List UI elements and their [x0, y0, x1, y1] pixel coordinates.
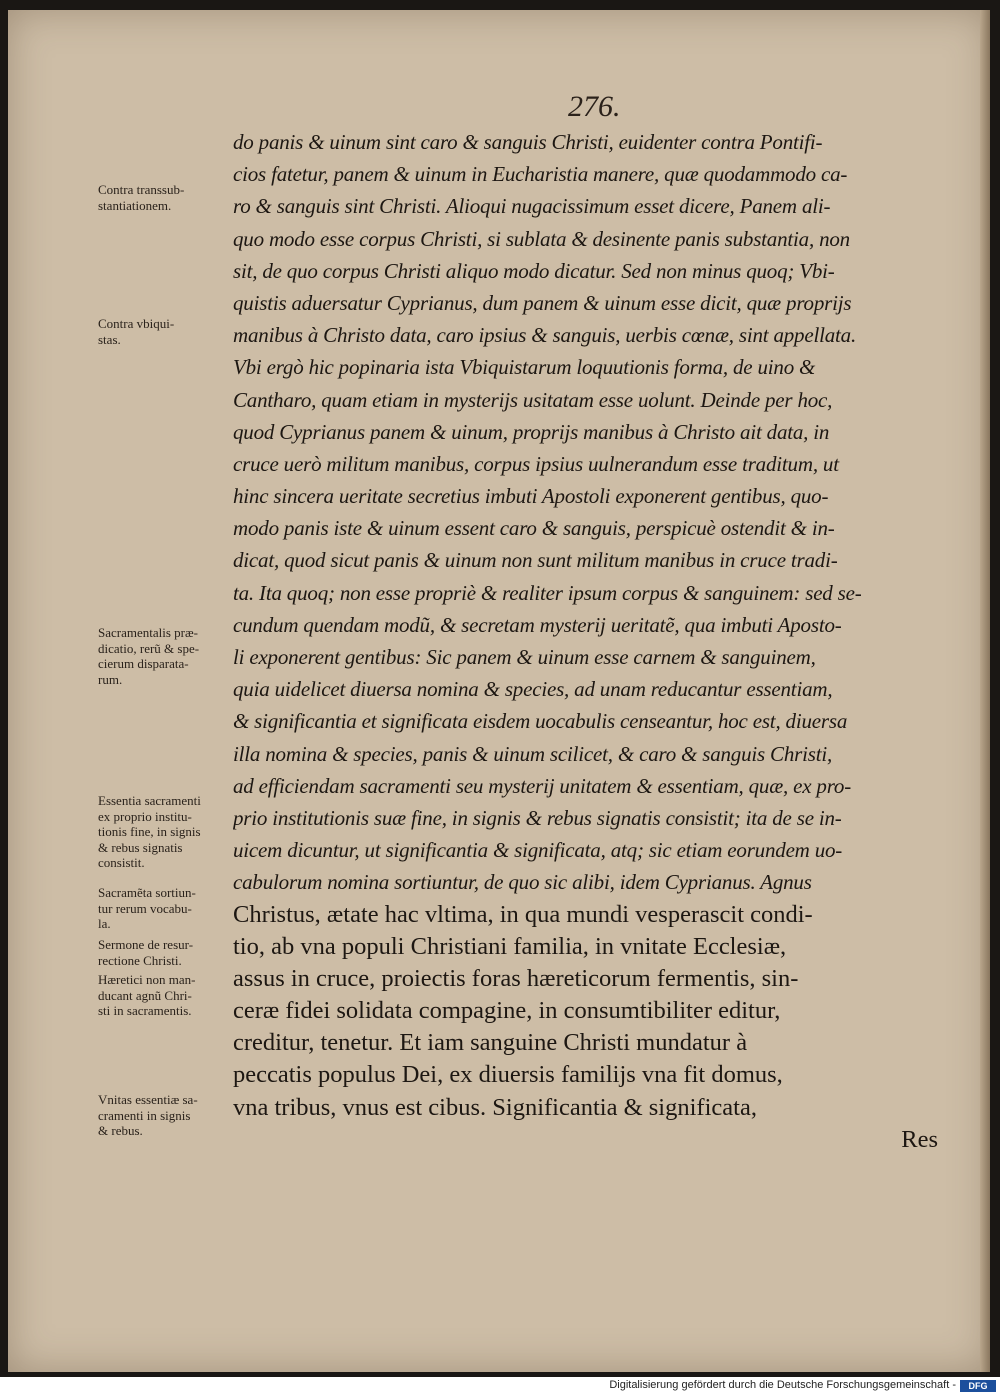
- text-line: sit, de quo corpus Christi aliquo modo dicatur. Sed non minus quoq; Vbi-: [233, 258, 835, 283]
- text-line: ad efficiendam sacramenti seu mysterij unitatem & essentiam, quæ, ex pro-: [233, 773, 852, 798]
- text-line: & significantia et significata eisdem uocabulis censeantur, hoc est, diuersa: [233, 709, 848, 734]
- text-line: cios fatetur, panem & uinum in Eucharistia manere, quæ quodammodo ca-: [233, 162, 848, 187]
- margin-note-line: & rebus signatis: [98, 839, 183, 855]
- margin-note-line: Sacramentalis præ-: [98, 625, 198, 640]
- text-line: hinc sincera ueritate secretius imbuti Apostoli exponerent gentibus, quo-: [233, 484, 829, 509]
- text-line: ta. Ita quoq; non esse propriè & realiter ipsum corpus & sanguinem: sed se-: [233, 580, 862, 605]
- text-line: modo panis iste & uinum essent caro & sanguis, perspicuè ostendit & in-: [233, 516, 835, 541]
- margin-note-line: Contra vbiqui-: [98, 316, 175, 331]
- main-text-block: [233, 126, 938, 1156]
- margin-note-line: consistit.: [98, 855, 145, 870]
- margin-note-line: Sacramẽta sortiun-: [98, 885, 196, 900]
- margin-note-line: Hæretici non man-: [98, 972, 196, 987]
- margin-note-line: ducant agnũ Chri-: [98, 987, 192, 1003]
- text-line: quia uidelicet diuersa nomina & species, ad unam reducantur essentiam,: [233, 677, 833, 702]
- dfg-logo: DFG: [960, 1380, 996, 1392]
- margin-note-line: Contra transsub-: [98, 182, 185, 197]
- margin-note-line: la.: [98, 916, 111, 931]
- margin-note-line: stantiationem.: [98, 197, 172, 213]
- text-line: illa nomina & species, panis & uinum scilicet, & caro & sanguis Christi,: [233, 741, 833, 766]
- text-line: ceræ fidei solidata compagine, in consumtibiliter editur,: [233, 997, 781, 1025]
- margin-note-line: & rebus.: [98, 1123, 143, 1138]
- margin-note-line: cramenti in signis: [98, 1107, 191, 1123]
- margin-note-line: tur rerum vocabu-: [98, 900, 192, 916]
- text-line: quod Cyprianus panem & uinum, proprijs manibus à Christo ait data, in: [233, 419, 830, 444]
- margin-note: [98, 885, 250, 932]
- text-line: uicem dicuntur, ut significantia & significata, atq; sic etiam eorundem uo-: [233, 838, 843, 863]
- text-line: quistis aduersatur Cyprianus, dum panem & uinum esse dicit, quæ proprijs: [233, 290, 852, 315]
- text-line: peccatis populus Dei, ex diuersis familijs vna fit domus,: [233, 1061, 783, 1089]
- margin-note-line: ex proprio institu-: [98, 808, 192, 824]
- margin-note: [98, 937, 250, 968]
- margin-note-line: sti in sacramentis.: [98, 1003, 192, 1018]
- text-line: vna tribus, vnus est cibus. Significantia & significata,: [233, 1093, 757, 1121]
- text-line: tio, ab vna populi Christiani familia, in vnitate Ecclesiæ,: [233, 932, 787, 960]
- text-line: Vbi ergò hic popinaria ista Vbiquistarum loquutionis forma, de uino &: [233, 355, 816, 380]
- text-line: assus in cruce, proiectis foras hæreticorum fermentis, sin-: [233, 964, 799, 992]
- margin-note: [98, 793, 250, 871]
- text-line: cruce uerò militum manibus, corpus ipsius uulnerandum esse traditum, ut: [233, 451, 839, 476]
- text-line: Christus, ætate hac vltima, in qua mundi vesperascit condi-: [233, 900, 813, 928]
- margin-note: [98, 316, 250, 347]
- margin-note-line: dicatio, rerũ & spe-: [98, 640, 200, 656]
- text-line: manibus à Christo data, caro ipsius & sanguis, uerbis cœnæ, sint appellata.: [233, 323, 857, 348]
- text-line: cundum quendam modũ, & secretam mysterij ueritatẽ, qua imbuti Aposto-: [233, 612, 842, 637]
- margin-note-line: cierum disparata-: [98, 656, 189, 671]
- margin-note: [98, 1092, 250, 1139]
- text-line: quo modo esse corpus Christi, si sublata & desinente panis substantia, non: [233, 226, 850, 251]
- text-line: dicat, quod sicut panis & uinum non sunt militum manibus in cruce tradi-: [233, 548, 838, 573]
- margin-note: [98, 182, 250, 213]
- footer-credit: Digitalisierung gefördert durch die Deutsche Forschungsgemeinschaft -: [609, 1379, 956, 1391]
- margin-note-line: rectione Christi.: [98, 952, 182, 968]
- margin-note-line: Sermone de resur-: [98, 937, 194, 952]
- text-line: li exponerent gentibus: Sic panem & uinum esse carnem & sanguinem,: [233, 645, 816, 669]
- margin-note-line: Essentia sacramenti: [98, 793, 201, 808]
- text-line: prio institutionis suæ fine, in signis & rebus signatis consistit; ita de se in-: [233, 805, 842, 830]
- text-line: do panis & uinum sint caro & sanguis Christi, euidenter contra Pontifi-: [233, 130, 823, 154]
- page-edge: [980, 10, 990, 1372]
- text-line: Res: [901, 1125, 938, 1153]
- margin-note: [98, 972, 250, 1019]
- text-line: creditur, tenetur. Et iam sanguine Christi mundatur à: [233, 1029, 748, 1057]
- page-number: 276.: [568, 90, 621, 123]
- margin-note-line: tionis fine, in signis: [98, 824, 201, 839]
- margin-note-line: Vnitas essentiæ sa-: [98, 1092, 198, 1107]
- text-line: ro & sanguis sint Christi. Alioqui nugacissimum esset dicere, Panem ali-: [233, 194, 831, 219]
- text-line: cabulorum nomina sortiuntur, de quo sic alibi, idem Cyprianus. Agnus: [233, 870, 812, 895]
- footer-bar: [0, 1377, 1000, 1395]
- margin-note: [98, 625, 250, 687]
- text-line: Cantharo, quam etiam in mysterijs usitatam esse uolunt. Deinde per hoc,: [233, 387, 833, 412]
- margin-note-line: rum.: [98, 671, 123, 687]
- margin-note-line: stas.: [98, 331, 121, 347]
